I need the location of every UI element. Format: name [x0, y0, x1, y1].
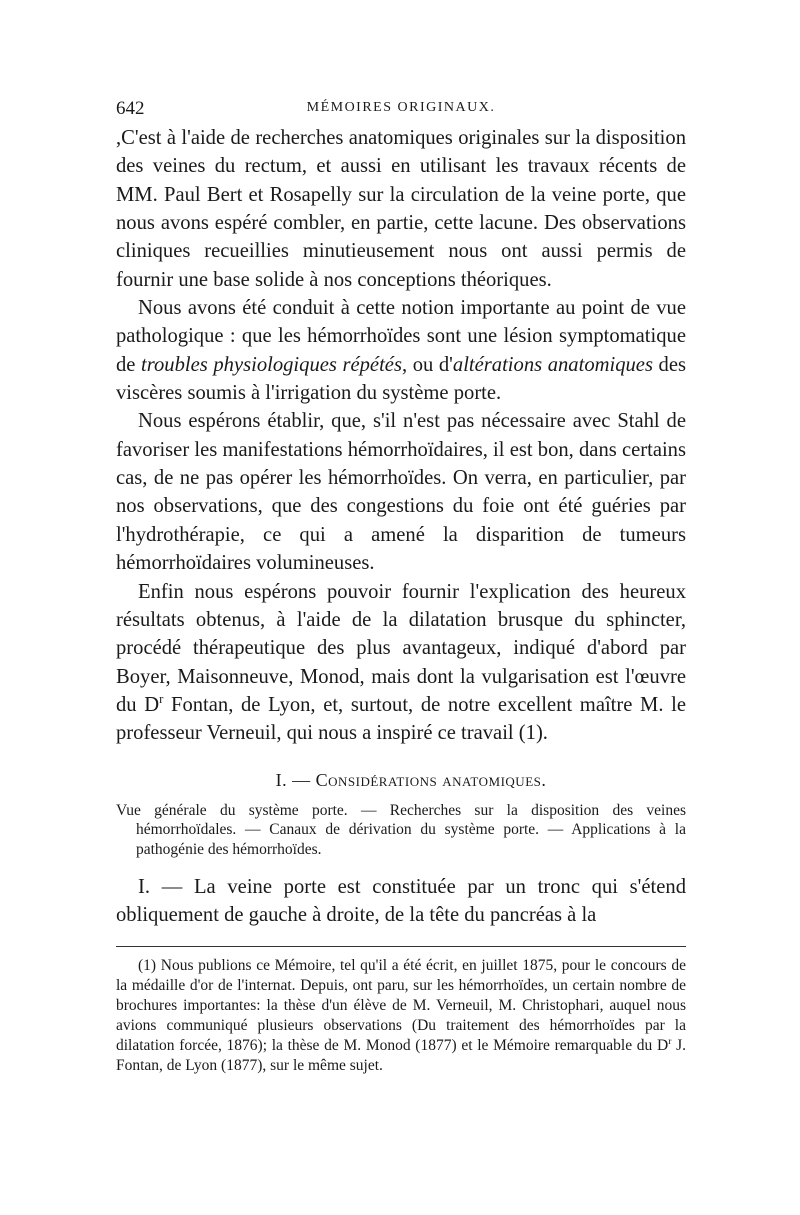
- section-number: I. —: [275, 769, 311, 790]
- paragraph-2-text: Nous avons été conduit à cette notion importante au point de vue pathologique : que les hémorrhoïdes sont une lésion symptomatique de: [116, 297, 686, 376]
- paragraph-2-italic-2: altérations anatomiques: [452, 353, 653, 376]
- section-summary: Vue générale du système porte. — Recherches sur la disposition des veines hémorrhoïdales. — Canaux de dérivation du système porte. — Applications à la pathogénie des hémorrhoïdes.: [116, 801, 686, 858]
- section-title: Considérations anatomiques.: [315, 769, 547, 790]
- page-number: 642: [116, 98, 145, 119]
- section-heading: [136, 770, 686, 791]
- body-text: [116, 124, 686, 748]
- footnote: [116, 956, 686, 1076]
- footnote-rule: [116, 946, 686, 947]
- footnote-superscript: r: [668, 1035, 672, 1047]
- paragraph-2: [116, 294, 686, 407]
- paragraph-2-italic-1: troubles physiologiques répétés: [141, 353, 402, 376]
- paragraph-3: Nous espérons établir, que, s'il n'est pas nécessaire avec Stahl de favoriser les manifestations hémorrhoïdaires, il est bon, dans certains cas, de ne pas opérer les hémorrhoïdes. On verra, en particulier, par nos observations, que des congestions du foie ont été guéries par l'hydrothérapie, ce qui a amené la disparition de tumeurs hémorrhoïdaires volumineuses.: [116, 410, 686, 575]
- paragraph-4-superscript: r: [159, 692, 164, 707]
- paragraph-2-text-2: , ou d': [401, 353, 453, 376]
- footnote-text: (1) Nous publions ce Mémoire, tel qu'il a été écrit, en juillet 1875, pour le concours de la médaille d'or de l'internat. Depuis, ont paru, sur les hémorrhoïdes, un certain nombre de brochures importantes: la thèse d'un élève de M. Verneuil, M. Christophari, auquel nous avions communiqué plusieurs observations (Du traitement des hémorrhoïdes par la dilatation forcée, 1876); la thèse de M. Monod (1877) et le Mémoire remarquable du D: [116, 957, 686, 1055]
- paragraph-1: ,C'est à l'aide de recherches anatomiques originales sur la disposition des veines du rectum, et aussi en utilisant les travaux récents de MM. Paul Bert et Rosapelly sur la circulation de la veine porte, que nous avons espéré combler, en partie, cette lacune. Des observations cliniques recueillies minutieusement nous ont aussi permis de fournir une base solide à nos conceptions théoriques.: [116, 127, 686, 291]
- paragraph-4: [116, 578, 686, 748]
- section-body: [116, 873, 686, 929]
- paragraph-4-text-2: Fontan, de Lyon, et, surtout, de notre excellent maître M. le professeur Verneuil, qui nous a inspiré ce travail (1).: [116, 693, 686, 745]
- paragraph-2-text-3: des viscères soumis à l'irrigation du système porte.: [116, 353, 687, 405]
- running-head: [116, 98, 686, 124]
- footnote-text-2: J. Fontan, de Lyon (1877), sur le même sujet.: [116, 1037, 686, 1075]
- paragraph-4-text: Enfin nous espérons pouvoir fournir l'explication des heureux résultats obtenus, à l'aide de la dilatation brusque du sphincter, procédé thérapeutique des plus avantageux, indiqué d'abord par Boyer, Maisonneuve, Monod, mais dont la vulgarisation est l'œuvre du D: [116, 580, 686, 716]
- document-page: [116, 98, 686, 1076]
- section-first-paragraph: I. — La veine porte est constituée par un tronc qui s'étend obliquement de gauche à droite, de la tête du pancréas à la: [116, 876, 686, 927]
- running-head-title: MÉMOIRES ORIGINAUX.: [306, 100, 496, 115]
